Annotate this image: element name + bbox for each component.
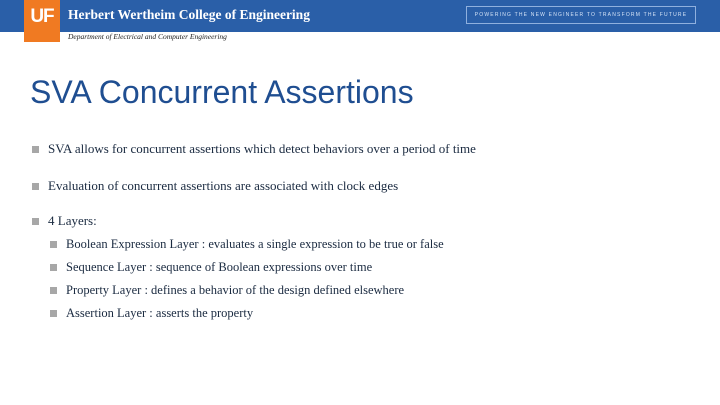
bullet-text: SVA allows for concurrent assertions which detect behaviors over a period of time <box>48 141 476 156</box>
bullet-marker-icon <box>50 264 57 271</box>
college-name: Herbert Wertheim College of Engineering <box>68 7 310 22</box>
sub-bullet-text: Sequence Layer : sequence of Boolean expressions over time <box>66 260 373 274</box>
sub-bullet-item <box>50 237 444 252</box>
header-bar <box>0 0 720 32</box>
bullet-marker-icon <box>50 287 57 294</box>
bullet-item <box>32 213 97 229</box>
bullet-marker-icon <box>32 146 39 153</box>
bullet-item <box>32 178 398 194</box>
tagline: POWERING THE NEW ENGINEER TO TRANSFORM THE FUTURE <box>466 6 696 24</box>
sub-bullet-text: Boolean Expression Layer : evaluates a single expression to be true or false <box>66 237 444 251</box>
slide-title: SVA Concurrent Assertions <box>30 74 414 110</box>
department-name: Department of Electrical and Computer Engineering <box>68 32 227 41</box>
bullet-text: 4 Layers: <box>48 213 97 228</box>
sub-bullet-item <box>50 306 253 321</box>
bullet-marker-icon <box>50 241 57 248</box>
uf-logo: UF <box>24 0 60 42</box>
sub-bullet-text: Assertion Layer : asserts the property <box>66 306 254 320</box>
sub-bullet-item <box>50 283 404 298</box>
sub-bullet-item <box>50 260 372 275</box>
bullet-marker-icon <box>32 183 39 190</box>
bullet-text: Evaluation of concurrent assertions are associated with clock edges <box>48 178 399 193</box>
bullet-item <box>32 141 476 157</box>
sub-bullet-text: Property Layer : defines a behavior of the design defined elsewhere <box>66 283 405 297</box>
bullet-marker-icon <box>50 310 57 317</box>
bullet-marker-icon <box>32 218 39 225</box>
